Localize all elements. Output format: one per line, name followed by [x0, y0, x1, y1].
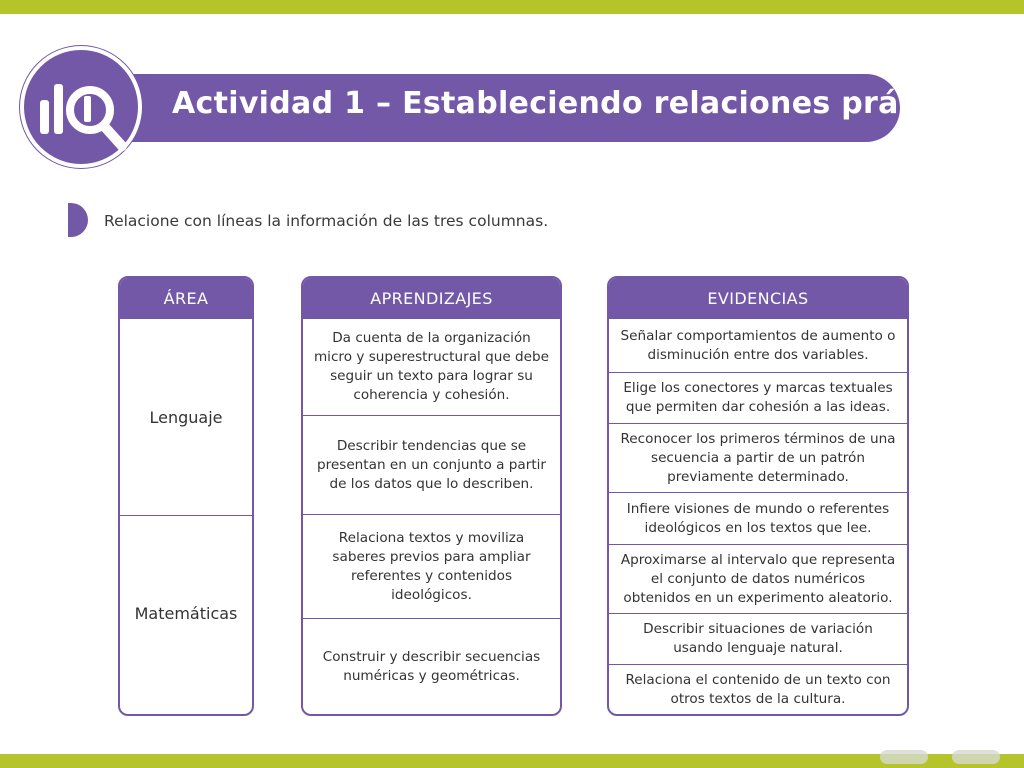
area-item-lenguaje: Lenguaje — [149, 407, 223, 427]
evidencia-item: Infiere visiones de mundo o referentes ideológicos en los textos que lee. — [609, 492, 907, 544]
magnifier-chart-icon — [34, 62, 134, 162]
title-banner — [60, 74, 999, 142]
area-column-header: ÁREA — [120, 278, 252, 319]
top-accent-bar — [0, 0, 1024, 14]
aprendizaje-item: Construir y describir secuencias numéricas y geométricas. — [303, 618, 560, 714]
aprendizaje-item: Da cuenta de la organización micro y superestructural que debe seguir un texto para lograr su coherencia y cohesión. — [313, 330, 550, 403]
evidencia-item: Relaciona el contenido de un texto con otros textos de la cultura. — [609, 664, 907, 714]
footer-logo-icon — [952, 750, 1000, 764]
footer-logo-icon — [880, 750, 928, 764]
bottom-accent-bar — [0, 754, 1024, 768]
aprendizajes-column — [301, 276, 562, 716]
aprendizaje-item: Relaciona textos y moviliza saberes previos para ampliar referentes y contenidos ideológicos. — [303, 514, 560, 618]
evidencia-item: Elige los conectores y marcas textuales que permiten dar cohesión a las ideas. — [609, 372, 907, 423]
evidencia-item: Señalar comportamientos de aumento o disminución entre dos variables. — [620, 327, 896, 363]
area-item-matematicas: Matemáticas — [120, 515, 252, 710]
evidencias-column — [607, 276, 909, 716]
evidencia-item: Reconocer los primeros términos de una secuencia a partir de un patrón previamente determinado. — [609, 423, 907, 492]
evidencia-item: Aproximarse al intervalo que representa el conjunto de datos numéricos obtenidos en un experimento aleatorio. — [609, 544, 907, 613]
aprendizajes-column-header: APRENDIZAJES — [303, 278, 560, 319]
activity-logo — [20, 46, 142, 168]
evidencia-item: Describir situaciones de variación usando lenguaje natural. — [609, 613, 907, 664]
footer-logos — [880, 750, 1000, 764]
evidencias-column-header: EVIDENCIAS — [609, 278, 907, 319]
instruction-text: Relacione con líneas la información de las tres columnas. — [104, 212, 549, 230]
aprendizaje-item: Describir tendencias que se presentan en un conjunto a partir de los datos que lo describen. — [303, 415, 560, 514]
area-column — [118, 276, 254, 716]
instruction-marker — [68, 203, 88, 237]
page-title: Actividad 1 – Estableciendo relaciones prácticas — [172, 86, 999, 121]
